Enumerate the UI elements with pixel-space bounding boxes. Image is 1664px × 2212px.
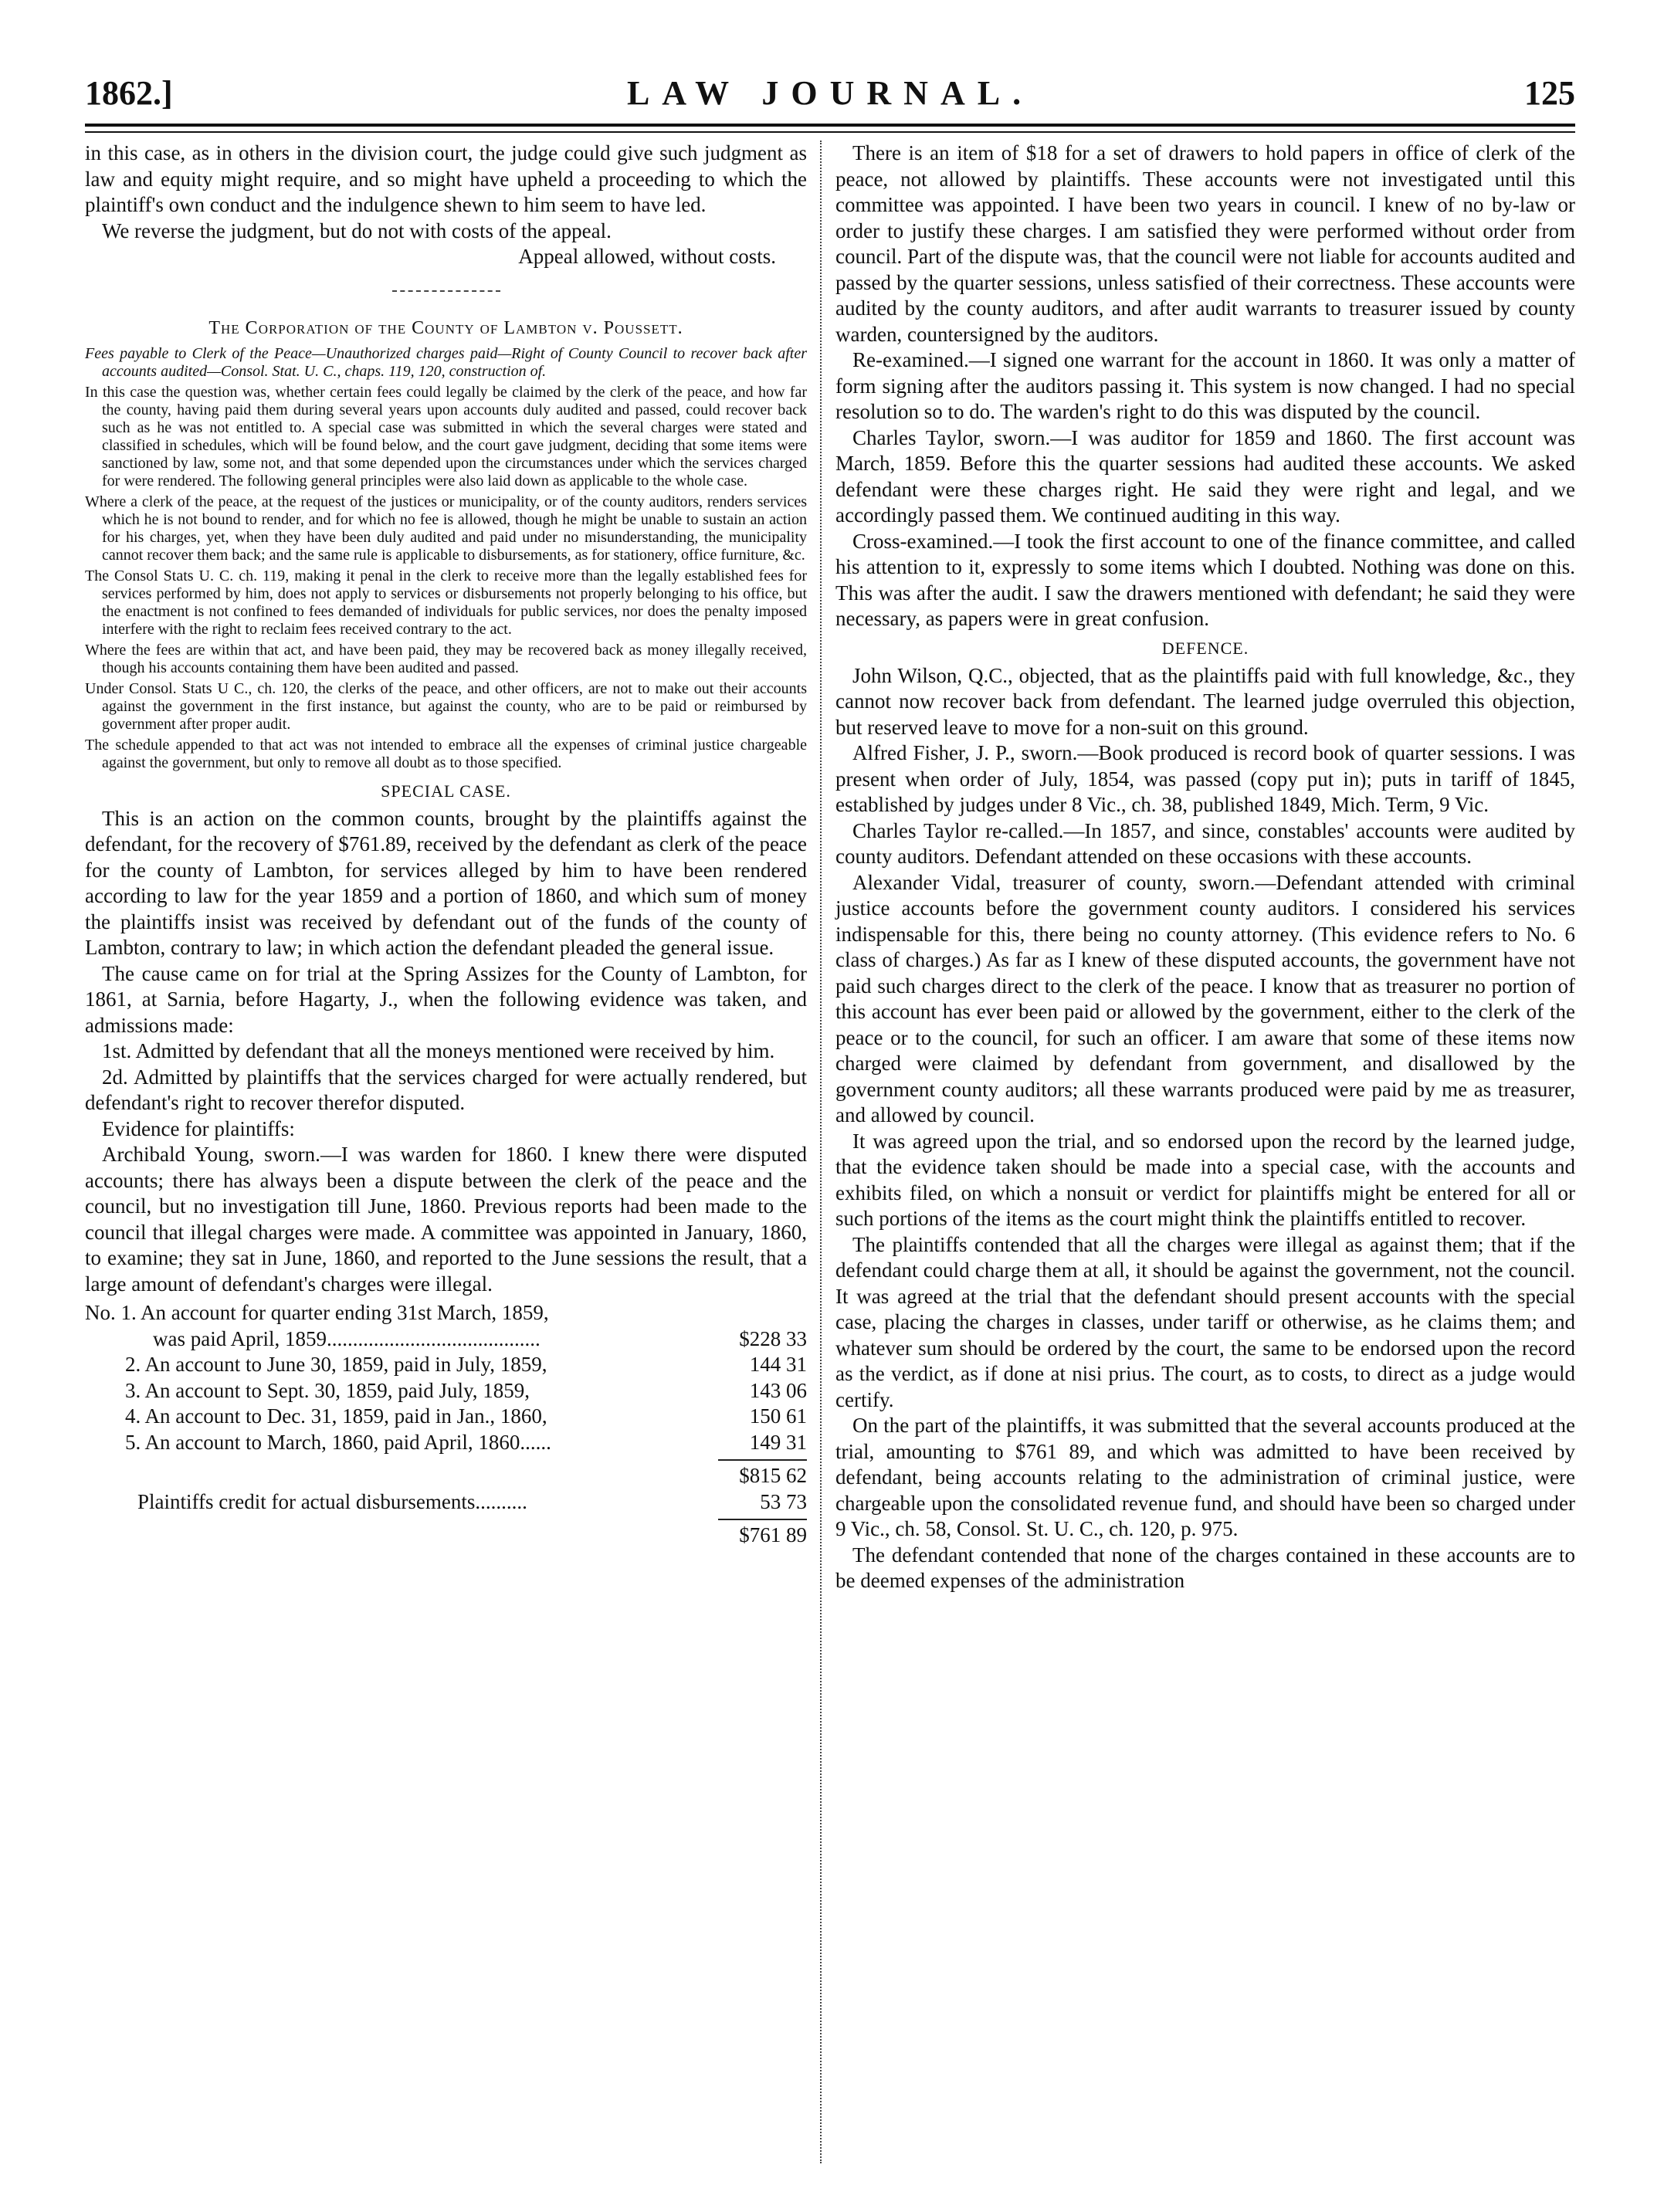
header-rule-thin	[85, 131, 1575, 133]
body-paragraph: Charles Taylor re-called.—In 1857, and since, constables' accounts were audited by county auditors. Defendant attended on these occasions with these accounts.	[835, 818, 1575, 868]
account-row	[85, 1430, 807, 1456]
section-separator	[392, 290, 500, 292]
body-paragraph: The defendant contended that none of the charges contained in these accounts are to be deemed expenses of the administration	[835, 1543, 1575, 1592]
headnote: The schedule appended to that act was not intended to embrace all the expenses of criminal justice chargeable against the government, but only to remove all doubt as to those specified.	[85, 736, 807, 771]
body-paragraph: Cross-examined.—I took the first account to one of the finance committee, and called his attention to it, expressly to some items which I doubted. Nothing was done on this. This was after the audit. I saw the drawers mentioned with defendant; he said they were necessary, as papers were in great confusion.	[835, 529, 1575, 630]
account-row	[85, 1404, 807, 1430]
account-row	[85, 1352, 807, 1378]
body-paragraph: Alfred Fisher, J. P., sworn.—Book produced is record book of quarter sessions. I was present when order of July, 1854, was passed (copy put in); puts in tariff of 1845, established by judges under 8 Vic., ch. 38, published 1849, Mich. Term, 9 Vic.	[835, 741, 1575, 816]
account-amount: 144 31	[749, 1353, 807, 1376]
account-label: 5. An account to March, 1860, paid April, 1860......	[125, 1430, 551, 1454]
total-rule-row	[85, 1515, 807, 1523]
account-label: 4. An account to Dec. 31, 1859, paid in Jan., 1860,	[125, 1404, 547, 1428]
account-label: 3. An account to Sept. 30, 1859, paid July, 1859,	[125, 1378, 530, 1402]
body-paragraph: This is an action on the common counts, brought by the plaintiffs against the defendant, for the recovery of $761.89, received by the defendant as clerk of the peace for the county of Lambton, for services alleged by him to have been rendered according to law for the year 1859 and a portion of 1860, and which sum of money the plaintiffs insist was received by defendant out of the funds of the county of Lambton, contrary to law; in which action the defendant pleaded the general issue.	[85, 806, 807, 959]
section-heading-defence: DEFENCE.	[1161, 638, 1249, 658]
body-paragraph: On the part of the plaintiffs, it was submitted that the several accounts produced at the trial, amounting to $761 89, and which was admitted to have been received by defendant, being accounts relating to the administration of criminal justice, were chargeable upon the consolidated revenue fund, and should have been so charged under 9 Vic., ch. 58, Consol. St. U. C., ch. 120, p. 975.	[835, 1414, 1575, 1540]
body-paragraph: Alexander Vidal, treasurer of county, sworn.—Defendant attended with criminal justice accounts before the government county auditors. I considered his services indispensable for this, there being no county attorney. (This evidence refers to No. 6 class of charges.) As far as I knew of these disputed accounts, the government have not paid such charges direct to the clerk of the peace. I know that as treasurer no portion of this account has ever been paid or allowed by the government, either to the clerk of the peace or to the council, for such an officer. I am aware that some of these items now charged were claimed by defendant from government, and disallowed by the government county auditors; all these warrants produced were paid by me as treasurer, and allowed by council.	[835, 870, 1575, 1126]
subtotal-rule-row	[85, 1455, 807, 1463]
header-year: 1862.]	[85, 74, 173, 112]
subtotal-rule	[718, 1459, 807, 1461]
total-row	[85, 1523, 807, 1549]
body-paragraph: The plaintiffs contended that all the charges were illegal as against them; that if the defendant could charge them at all, it should be against the government, not the council. It was agreed at the trial that the defendant should present accounts with the special case, placing the charges in classes, under tariff or otherwise, as he claims them; and whatever sum should be ordered by the court, the same to be endorsed upon the record as the verdict, as if done at nisi prius. The court, as to costs, to direct as a judge would certify.	[835, 1232, 1575, 1411]
total-amount: $761 89	[739, 1523, 807, 1546]
credit-label: Plaintiffs credit for actual disbursements..........	[137, 1489, 527, 1513]
account-amount: $228 33	[739, 1326, 807, 1350]
syllabus: Fees payable to Clerk of the Peace—Unauthorized charges paid—Right of County Council to recover back after accounts audited—Consol. Stat. U. C., chaps. 119, 120, construction of.	[85, 344, 807, 380]
intro-paragraph: We reverse the judgment, but do not with costs of the appeal.	[102, 218, 612, 242]
body-paragraph: There is an item of $18 for a set of drawers to hold papers in office of clerk of the peace, not allowed by plaintiffs. These accounts were not investigated until this committee was appointed. I have been two years in council. I knew of no by-law or order to justify these charges. I am satisfied they were performed without order from council. Part of the dispute was, that the council were not liable for accounts audited and passed by the quarter sessions, unless satisfied of their correctness. These accounts were audited by the county auditors, and after audit warrants to treasurer issued by county warden, countersigned by the auditors.	[835, 141, 1575, 346]
account-row	[85, 1326, 807, 1353]
body-paragraph: Archibald Young, sworn.—I was warden for 1860. I knew there were disputed accounts; there has always been a dispute between the clerk of the peace and the council, but no investigation till June, 1860. Previous reports had been made to the council that illegal charges were made. A committee was appointed in January, 1860, to examine; they sat in June, 1860, and reported to the June sessions the result, that a large amount of defendant's charges were illegal.	[85, 1143, 807, 1296]
account-amount: 150 61	[749, 1404, 807, 1428]
account-amount: 143 06	[749, 1378, 807, 1402]
body-paragraph: It was agreed upon the trial, and so endorsed upon the record by the learned judge, that the evidence taken should be made into a special case, with the accounts and exhibits filed, on which a nonsuit or verdict for plaintiffs might be entered for all or such portions of the items as the court might think the plaintiffs entitled to recover.	[835, 1129, 1575, 1230]
section-heading-special-case: SPECIAL CASE.	[381, 781, 511, 801]
journal-title: LAW JOURNAL.	[626, 74, 1034, 112]
account-label: 2. An account to June 30, 1859, paid in July, 1859,	[125, 1353, 547, 1376]
credit-amount: 53 73	[760, 1489, 807, 1513]
body-paragraph: Re-examined.—I signed one warrant for the account in 1860. It was only a matter of form signing after the auditors passing it. This system is now changed. I had no special resolution so to do. The warden's right to do this was disputed by the council.	[835, 348, 1575, 423]
body-paragraph: The cause came on for trial at the Spring Assizes for the County of Lambton, for 1861, at Sarnia, before Hagarty, J., when the following evidence was taken, and admissions made:	[85, 961, 807, 1037]
intro-paragraph: in this case, as in others in the division court, the judge could give such judgment as law and equity might require, and so might have upheld a proceeding to which the plaintiff's own conduct and the indulgence shewn to him seem to have led.	[85, 141, 807, 216]
credit-row	[85, 1489, 807, 1516]
page-number: 125	[1524, 74, 1575, 112]
account-row	[85, 1378, 807, 1404]
subtotal-amount: $815 62	[739, 1464, 807, 1487]
running-header	[85, 73, 1575, 120]
case-title: The Corporation of the County of Lambton v. Poussett.	[208, 317, 683, 338]
account-row	[85, 1300, 807, 1326]
body-paragraph: 1st. Admitted by defendant that all the moneys mentioned were received by him.	[102, 1039, 775, 1062]
account-amount: 149 31	[749, 1430, 807, 1454]
headnote: Where the fees are within that act, and have been paid, they may be recovered back as money illegally received, though his accounts containing them have been audited and passed.	[85, 641, 807, 676]
right-column	[835, 141, 1575, 1594]
total-rule	[718, 1519, 807, 1520]
headnote: The Consol Stats U. C. ch. 119, making it penal in the clerk to receive more than the legally established fees for services performed by him, does not apply to services or disbursements not properly belonging to his office, but the enactment is not confined to fees demanded of individuals for public services, nor does the penalty imposed interfere with the right to reclaim fees received contrary to the act.	[85, 567, 807, 638]
headnote: In this case the question was, whether certain fees could legally be claimed by the clerk of the peace, and how far the county, having paid them during several years upon accounts duly audited and passed, could recover back such as he was not entitled to. A special case was submitted in which the several charges were stated and classified in schedules, which will be found below, and the court gave judgment, deciding that some items were sanctioned by law, some not, and that some depended upon the circumstances under which the services charged for were rendered. The following general principles were also laid down as applicable to the whole case.	[85, 383, 807, 489]
subtotal-row	[85, 1463, 807, 1489]
left-column	[85, 141, 807, 1549]
appeal-result: Appeal allowed, without costs.	[518, 245, 776, 268]
column-divider	[820, 141, 823, 2163]
account-label: No. 1. An account for quarter ending 31st March, 1859,	[85, 1301, 549, 1324]
body-paragraph: Charles Taylor, sworn.—I was auditor for 1859 and 1860. The first account was March, 1859. Before this the quarter sessions had audited these accounts. We asked defendant were these charges right. He said they were right and legal, and we accordingly passed them. We continued auditing in this way.	[835, 425, 1575, 527]
headnote: Where a clerk of the peace, at the request of the justices or municipality, or of the county auditors, renders services which he is not bound to render, and for which no fee is allowed, though he might be unable to sustain an action for his charges, yet, when they have been duly audited and paid under no misunderstanding, the municipality cannot recover them back; and the same rule is applicable to disbursements, as for stationery, office furniture, &c.	[85, 493, 807, 564]
body-paragraph: John Wilson, Q.C., objected, that as the plaintiffs paid with full knowledge, &c., they cannot now recover back from defendant. The learned judge overruled this objection, but reserved leave to move for a non-suit on this ground.	[835, 663, 1575, 739]
accounts-table	[85, 1300, 807, 1549]
account-label: was paid April, 1859.........................................	[153, 1326, 541, 1350]
header-rule-thick	[85, 124, 1575, 127]
headnote: Under Consol. Stats U C., ch. 120, the clerks of the peace, and other officers, are not to make out their accounts against the government in the first instance, but against the county, who are to be paid or reimbursed by government after proper audit.	[85, 679, 807, 733]
body-paragraph: Evidence for plaintiffs:	[102, 1116, 295, 1140]
body-paragraph: 2d. Admitted by plaintiffs that the services charged for were actually rendered, but defendant's right to recover therefor disputed.	[85, 1065, 807, 1114]
